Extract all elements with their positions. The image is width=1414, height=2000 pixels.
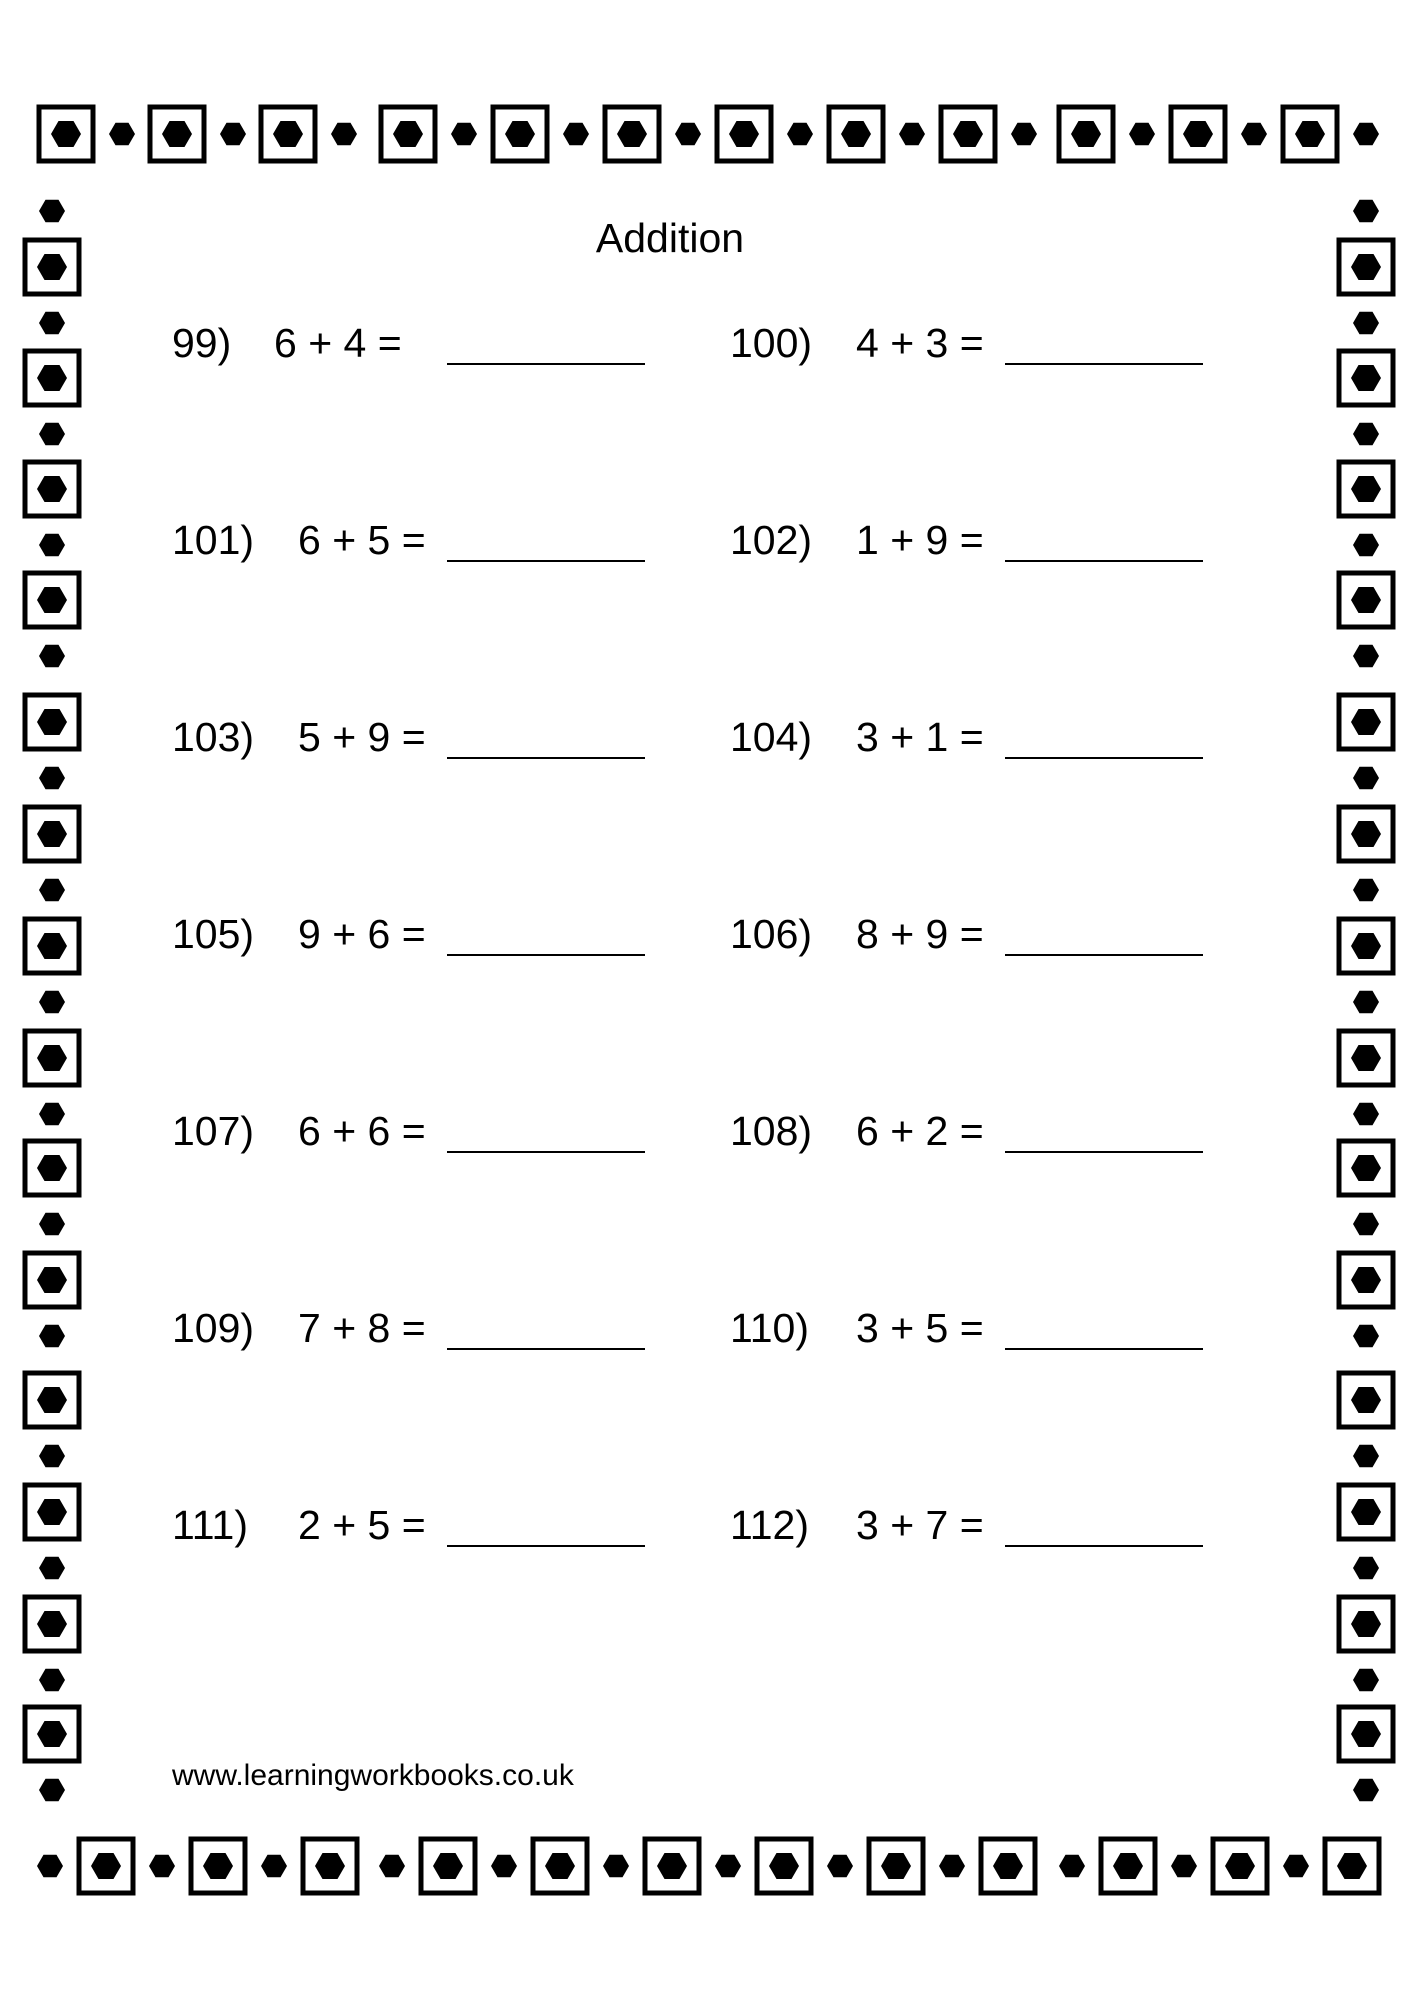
hexagon-dot-icon [1353,200,1379,223]
hexagon-dot-icon [1353,1103,1379,1126]
problem-expression: 1 + 9 = [856,517,984,563]
boxed-hexagon-icon [1059,107,1113,161]
hexagon-dot-icon [109,123,135,146]
answer-line[interactable] [447,1348,645,1350]
boxed-hexagon-icon [25,807,79,861]
hexagon-dot-icon [1353,1557,1379,1580]
problem-number: 100) [730,320,813,366]
hexagon-dot-icon [39,1325,65,1348]
boxed-hexagon-icon [869,1839,923,1893]
hexagon-dot-icon [787,123,813,146]
hexagon-dot-icon [1171,1855,1197,1878]
hexagon-dot-icon [39,1445,65,1468]
boxed-hexagon-icon [1339,240,1393,294]
boxed-hexagon-icon [1339,351,1393,405]
boxed-hexagon-icon [829,107,883,161]
problem-number: 108) [730,1108,813,1154]
problem-number: 111) [172,1502,248,1548]
boxed-hexagon-icon [1339,695,1393,749]
hexagon-dot-icon [675,123,701,146]
hexagon-dot-icon [1283,1855,1309,1878]
problem-item [730,1101,1250,1161]
boxed-hexagon-icon [25,1253,79,1307]
worksheet-title: Addition [595,215,745,261]
hexagon-dot-icon [39,1103,65,1126]
problem-number: 107) [172,1108,255,1154]
hexagon-dot-icon [261,1855,287,1878]
answer-line[interactable] [1005,954,1203,956]
boxed-hexagon-icon [605,107,659,161]
answer-line[interactable] [447,1545,645,1547]
boxed-hexagon-icon [25,695,79,749]
hexagon-dot-icon [379,1855,405,1878]
boxed-hexagon-icon [261,107,315,161]
footer-website: www.learningworkbooks.co.uk [172,1759,574,1792]
problem-number: 103) [172,714,255,760]
problem-number: 104) [730,714,813,760]
problem-item [172,1495,692,1555]
hexagon-dot-icon [39,879,65,902]
boxed-hexagon-icon [79,1839,133,1893]
boxed-hexagon-icon [1101,1839,1155,1893]
problem-expression: 6 + 4 = [274,320,402,366]
problem-number: 99) [172,320,232,366]
boxed-hexagon-icon [1339,919,1393,973]
boxed-hexagon-icon [25,1597,79,1651]
problem-expression: 3 + 1 = [856,714,984,760]
boxed-hexagon-icon [1283,107,1337,161]
answer-line[interactable] [1005,757,1203,759]
problem-expression: 6 + 6 = [298,1108,426,1154]
problem-item [172,313,692,373]
answer-line[interactable] [1005,1545,1203,1547]
problem-item [730,707,1250,767]
hexagon-dot-icon [1353,879,1379,902]
problem-expression: 8 + 9 = [856,911,984,957]
answer-line[interactable] [1005,560,1203,562]
problem-item [730,313,1250,373]
boxed-hexagon-icon [1339,1707,1393,1761]
problem-item [172,510,692,570]
boxed-hexagon-icon [25,1485,79,1539]
problem-number: 106) [730,911,813,957]
answer-line[interactable] [1005,1151,1203,1153]
hexagon-dot-icon [37,1855,63,1878]
hexagon-dot-icon [1353,312,1379,335]
hexagon-dot-icon [1353,1445,1379,1468]
hexagon-dot-icon [1241,123,1267,146]
problem-expression: 6 + 5 = [298,517,426,563]
hexagon-dot-icon [39,534,65,557]
answer-line[interactable] [447,757,645,759]
boxed-hexagon-icon [1339,1141,1393,1195]
problem-number: 105) [172,911,255,957]
boxed-hexagon-icon [1339,462,1393,516]
problem-number: 110) [730,1305,810,1351]
hexagon-dot-icon [1353,767,1379,790]
hexagon-dot-icon [451,123,477,146]
problem-number: 109) [172,1305,255,1351]
answer-line[interactable] [447,1151,645,1153]
boxed-hexagon-icon [150,107,204,161]
boxed-hexagon-icon [381,107,435,161]
problem-expression: 3 + 7 = [856,1502,984,1548]
problem-item [172,904,692,964]
boxed-hexagon-icon [25,1031,79,1085]
boxed-hexagon-icon [421,1839,475,1893]
answer-line[interactable] [447,363,645,365]
hexagon-dot-icon [39,645,65,668]
boxed-hexagon-icon [1339,807,1393,861]
problem-expression: 3 + 5 = [856,1305,984,1351]
hexagon-dot-icon [899,123,925,146]
hexagon-dot-icon [1353,991,1379,1014]
hexagon-dot-icon [827,1855,853,1878]
hexagon-dot-icon [1353,123,1379,146]
answer-line[interactable] [1005,1348,1203,1350]
boxed-hexagon-icon [1339,573,1393,627]
hexagon-dot-icon [1353,1669,1379,1692]
problem-expression: 7 + 8 = [298,1305,426,1351]
hexagon-dot-icon [603,1855,629,1878]
boxed-hexagon-icon [25,919,79,973]
boxed-hexagon-icon [1339,1253,1393,1307]
boxed-hexagon-icon [533,1839,587,1893]
hexagon-dot-icon [1011,123,1037,146]
problem-number: 101) [172,517,255,563]
problem-expression: 5 + 9 = [298,714,426,760]
problem-expression: 9 + 6 = [298,911,426,957]
boxed-hexagon-icon [1213,1839,1267,1893]
boxed-hexagon-icon [25,1141,79,1195]
hexagon-dot-icon [1129,123,1155,146]
hexagon-dot-icon [149,1855,175,1878]
hexagon-dot-icon [220,123,246,146]
boxed-hexagon-icon [757,1839,811,1893]
hexagon-dot-icon [491,1855,517,1878]
boxed-hexagon-icon [25,351,79,405]
problem-item [172,1298,692,1358]
problem-item [730,904,1250,964]
problem-item [730,1298,1250,1358]
boxed-hexagon-icon [1171,107,1225,161]
hexagon-dot-icon [939,1855,965,1878]
boxed-hexagon-icon [1339,1485,1393,1539]
boxed-hexagon-icon [25,573,79,627]
boxed-hexagon-icon [981,1839,1035,1893]
hexagon-dot-icon [1353,1779,1379,1802]
boxed-hexagon-icon [1339,1373,1393,1427]
boxed-hexagon-icon [645,1839,699,1893]
hexagon-dot-icon [1353,645,1379,668]
hexagon-dot-icon [1059,1855,1085,1878]
hexagon-dot-icon [715,1855,741,1878]
boxed-hexagon-icon [1325,1839,1379,1893]
answer-line[interactable] [1005,363,1203,365]
boxed-hexagon-icon [303,1839,357,1893]
problem-number: 102) [730,517,813,563]
problem-item [172,707,692,767]
hexagon-dot-icon [39,1669,65,1692]
problem-expression: 4 + 3 = [856,320,984,366]
hexagon-dot-icon [1353,1325,1379,1348]
boxed-hexagon-icon [191,1839,245,1893]
boxed-hexagon-icon [25,462,79,516]
hexagon-dot-icon [1353,1213,1379,1236]
boxed-hexagon-icon [1339,1031,1393,1085]
answer-line[interactable] [447,560,645,562]
hexagon-dot-icon [39,1557,65,1580]
problem-item [730,1495,1250,1555]
boxed-hexagon-icon [1339,1597,1393,1651]
hexagon-dot-icon [39,1779,65,1802]
hexagon-dot-icon [563,123,589,146]
boxed-hexagon-icon [493,107,547,161]
hexagon-dot-icon [331,123,357,146]
boxed-hexagon-icon [25,1707,79,1761]
boxed-hexagon-icon [25,1373,79,1427]
problem-expression: 2 + 5 = [298,1502,426,1548]
problem-number: 112) [730,1502,810,1548]
hexagon-dot-icon [1353,423,1379,446]
boxed-hexagon-icon [941,107,995,161]
problem-expression: 6 + 2 = [856,1108,984,1154]
hexagon-dot-icon [39,991,65,1014]
problem-item [172,1101,692,1161]
hexagon-dot-icon [39,312,65,335]
hexagon-dot-icon [39,423,65,446]
hexagon-dot-icon [39,767,65,790]
hexagon-dot-icon [39,1213,65,1236]
hexagon-dot-icon [1353,534,1379,557]
problem-item [730,510,1250,570]
boxed-hexagon-icon [39,107,93,161]
boxed-hexagon-icon [717,107,771,161]
answer-line[interactable] [447,954,645,956]
